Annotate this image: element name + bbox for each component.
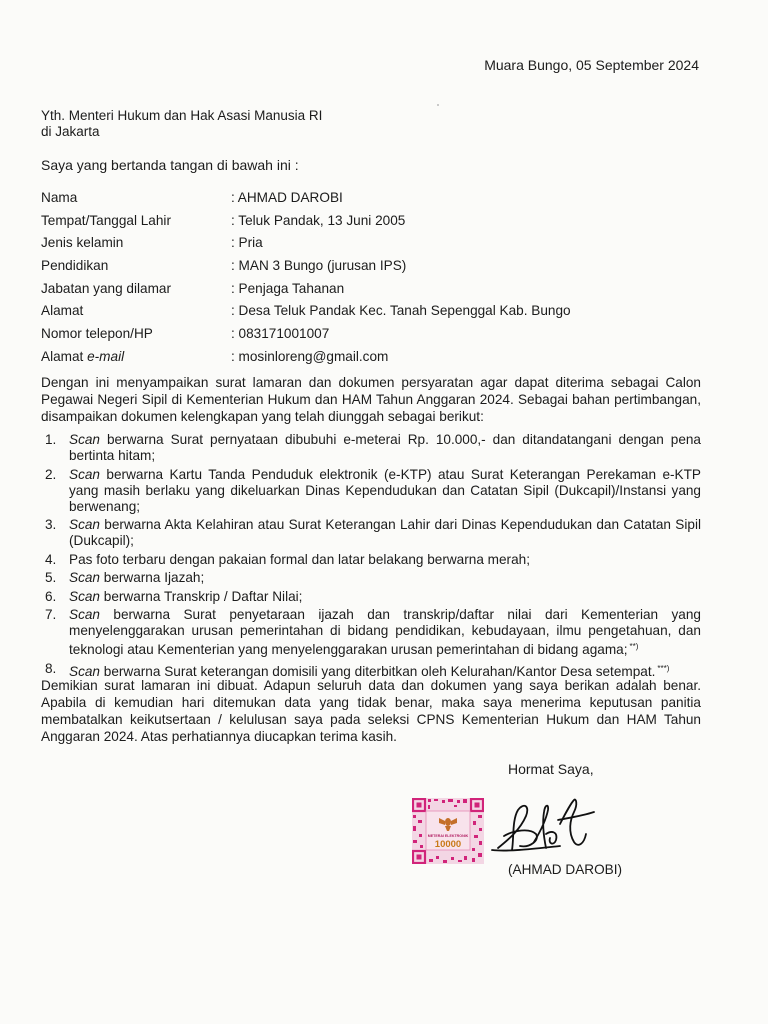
addressee-line-2: di Jakarta bbox=[41, 124, 100, 139]
handwritten-signature bbox=[490, 790, 600, 860]
item-text: berwarna Ijazah; bbox=[99, 570, 205, 585]
list-item bbox=[41, 517, 701, 549]
field-label: Nomor telepon/HP bbox=[41, 325, 153, 341]
field-value: : Teluk Pandak, 13 Juni 2005 bbox=[231, 212, 406, 228]
field-row bbox=[41, 254, 571, 277]
item-text: berwarna Surat penyetaraan ijazah dan transkrip/daftar nilai dari Kementerian yang menyelenggarakan urusan pemerintahan di bidang pendidikan, kebudayaan, ilmu pengetahuan, dan teknologi atau Kementerian yang menyelenggarakan urusan pemerintahan di bidang agama; bbox=[69, 607, 701, 657]
field-row bbox=[41, 231, 571, 254]
list-item bbox=[41, 467, 701, 515]
applicant-data-table bbox=[41, 186, 571, 368]
field-row bbox=[41, 209, 571, 232]
field-label bbox=[41, 345, 231, 368]
field-row bbox=[41, 277, 571, 300]
item-text: berwarna Kartu Tanda Penduduk elektronik (e-KTP) atau Surat Keterangan Perekaman e-KTP yang masih berlaku yang dikeluarkan Dinas Kependudukan dan Catatan Sipil (Dukcapil)/Instansi yang berwenang; bbox=[69, 466, 701, 514]
field-value: : AHMAD DAROBI bbox=[231, 189, 343, 205]
item-italic: Scan bbox=[69, 466, 100, 482]
closing-salutation: Hormat Saya, bbox=[508, 761, 594, 777]
field-label: Jenis kelamin bbox=[41, 235, 124, 251]
list-item bbox=[41, 432, 701, 464]
field-row bbox=[41, 299, 571, 322]
item-number: 5. bbox=[45, 570, 57, 585]
stamp-label: METERAI ELEKTRONIK bbox=[427, 834, 469, 838]
field-label: Tempat/Tanggal Lahir bbox=[41, 212, 171, 228]
addressee-line-1: Yth. Menteri Hukum dan Hak Asasi Manusia RI bbox=[41, 108, 323, 123]
addressee bbox=[41, 108, 322, 140]
list-item bbox=[41, 570, 701, 586]
field-value: : Desa Teluk Pandak Kec. Tanah Sepenggal Kab. Bungo bbox=[231, 303, 571, 319]
item-italic: Scan bbox=[69, 607, 100, 622]
item-italic: Scan bbox=[69, 663, 100, 679]
field-value: : 083171001007 bbox=[231, 325, 330, 341]
scan-speck bbox=[437, 104, 439, 106]
item-text: berwarna Surat pernyataan dibubuhi e-meterai Rp. 10.000,- dan ditandatangani dengan pena bertinta hitam; bbox=[69, 432, 701, 463]
field-label-italic: e-mail bbox=[87, 348, 125, 364]
field-value: : MAN 3 Bungo (jurusan IPS) bbox=[231, 257, 407, 273]
item-number: 3. bbox=[45, 517, 57, 532]
item-number: 7. bbox=[45, 607, 57, 622]
e-meterai-stamp bbox=[412, 798, 484, 864]
item-number: 1. bbox=[45, 432, 57, 447]
item-text: berwarna Transkrip / Daftar Nilai; bbox=[99, 588, 303, 604]
field-value: : Penjaga Tahanan bbox=[231, 280, 345, 296]
stamp-value: 10000 bbox=[434, 839, 462, 850]
list-item bbox=[41, 607, 701, 658]
item-text: berwarna Surat keterangan domisili yang diterbitkan oleh Kelurahan/Kantor Desa setempat. bbox=[99, 663, 656, 679]
field-value: : Pria bbox=[231, 235, 263, 251]
field-label: Pendidikan bbox=[41, 257, 109, 273]
list-item bbox=[41, 589, 701, 605]
signer-name: (AHMAD DAROBI) bbox=[508, 862, 623, 877]
requirements-list bbox=[41, 432, 701, 682]
field-row bbox=[41, 186, 571, 209]
closing-paragraph: Demikian surat lamaran ini dibuat. Adapun seluruh data dan dokumen yang saya berikan adalah benar. Apabila di kemudian hari ditemukan data yang tidak benar, maka saya menerima keputusan panitia membatalkan keikutsertaan / kelulusan saya pada seleksi CPNS Kementerian Hukum dan HAM Tahun Anggaran 2024. Atas perhatiannya diucapkan terima kasih. bbox=[41, 678, 701, 744]
item-number: 2. bbox=[45, 466, 57, 482]
field-row bbox=[41, 322, 571, 345]
item-italic: Scan bbox=[69, 570, 100, 585]
item-number: 8. bbox=[45, 660, 57, 676]
intro-paragraph: Dengan ini menyampaikan surat lamaran dan dokumen persyaratan agar dapat diterima sebagai Calon Pegawai Negeri Sipil di Kementerian Hukum dan HAM Tahun Anggaran 2024. Sebagai bahan pertimbangan, disampaikan dokumen kelengkapan yang telah diunggah sebagai berikut: bbox=[41, 375, 701, 424]
field-label: Alamat bbox=[41, 303, 84, 319]
item-italic: Scan bbox=[69, 432, 100, 447]
field-label: Jabatan yang dilamar bbox=[41, 280, 171, 296]
item-italic: Scan bbox=[69, 588, 100, 604]
item-italic: Scan bbox=[69, 517, 100, 532]
item-number: 6. bbox=[45, 588, 57, 604]
footnote-marker: **) bbox=[629, 642, 639, 651]
item-text: berwarna Akta Kelahiran atau Surat Keterangan Lahir dari Dinas Kependudukan dan Catatan Sipil (Dukcapil); bbox=[69, 517, 701, 548]
date-line: Muara Bungo, 05 September 2024 bbox=[484, 57, 699, 73]
field-value: : mosinloreng@gmail.com bbox=[231, 348, 389, 364]
field-row bbox=[41, 345, 571, 368]
item-number: 4. bbox=[45, 551, 57, 567]
field-label-prefix: Alamat bbox=[41, 348, 88, 364]
footnote-marker: ***) bbox=[657, 663, 670, 673]
list-item bbox=[41, 552, 701, 568]
opening-line: Saya yang bertanda tangan di bawah ini : bbox=[41, 157, 299, 173]
field-label: Nama bbox=[41, 189, 78, 205]
item-text: Pas foto terbaru dengan pakaian formal dan latar belakang berwarna merah; bbox=[69, 551, 530, 567]
